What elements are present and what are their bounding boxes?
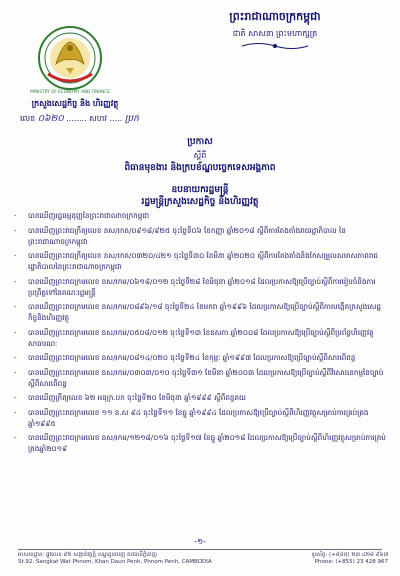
- ornament-divider-icon: [240, 41, 310, 51]
- legal-basis-item: - បានឃើញព្រះរាជក្រឹត្យលេខ នស/រកត/០៩១៨/៩២៥ ចុះថ្ងៃទី០៦ ខែកញ្ញា ឆ្នាំ២០១៨ ស្តីពីការតែងតាំងរាជរដ្ឋាភិបាល នៃព្រះរាជាណាចក្រកម្ពុជា: [14, 225, 346, 246]
- reference-number-row: លេខ ០៦២០ ........ សហវ ..... ប្រក: [20, 114, 139, 124]
- legal-basis-item: - បានឃើញព្រះរាជក្រមលេខ នស/រកម/១២១៨/០១៦ ចុះថ្ងៃទី១៧ ខែធ្នូ ឆ្នាំ២០១៨ ដែលប្រកាសឱ្យប្រើច្បាប់ស្តីពីហិរញ្ញវត្ថុសម្រាប់ការគ្រប់គ្រងឆ្នាំ២០១៩: [14, 433, 386, 453]
- phone-english: Phone: (+855) 23 428 967: [314, 559, 388, 565]
- ref-suffix: សហវ: [89, 114, 107, 123]
- document-subject: ពិធានមុខងារ និងក្របខ័ណ្ឌបច្ចេកទេសអង្គភាព: [124, 163, 276, 173]
- legal-basis-item: - បានឃើញរដ្ឋធម្មនុញ្ញនៃព្រះរាជាណាចក្រកម្ពុជា: [14, 211, 150, 220]
- legal-basis-item: - បានឃើញព្រះរាជក្រឹត្យលេខ នស/រកត/០៣២០/៤២១ ចុះថ្ងៃទី៣០ ខែមីនា ឆ្នាំ២០២០ ស្តីពីការតែងតាំងនិងកែសម្រួលសមាសភាពរាជរដ្ឋាភិបាលនៃព្រះរាជាណាចក្រកម្ពុជា: [14, 251, 378, 271]
- ref-handwritten-tail: ប្រក: [124, 114, 139, 124]
- page-number: -១-: [194, 537, 206, 546]
- legal-basis-item: - បានឃើញព្រះរាជក្រមលេខ នស/រកម/០៥០៨/០១២ ចុះថ្ងៃទី១៣ ខែឧសភា ឆ្នាំ២០០៨ ដែលប្រកាសឱ្យប្រើច្បាប់ស្តីពីប្រព័ន្ធហិរញ្ញវត្ថុសាធារណៈ: [14, 327, 374, 348]
- ref-number: ០៦២០: [37, 114, 64, 124]
- legal-basis-item: - បានឃើញព្រះរាជក្រមលេខ នស/រកម/០៨៩៦/១៨ ចុះថ្ងៃទី២៤ ខែមករា ឆ្នាំ១៩៩៦ ដែលប្រកាសឱ្យប្រើច្បាប់ស្តីពីការបង្កើតក្រសួងសេដ្ឋកិច្ចនិងហិរញ្ញវត្ថុ: [14, 302, 381, 322]
- legal-basis-item: - បានឃើញព្រះរាជក្រមលេខ ១១ ន.ស ៩៤ ចុះថ្ងៃទី១១ ខែធ្នូ ឆ្នាំ១៩៩៤ ដែលប្រកាសឱ្យប្រើច្បាប់ស្តីពីហិរញ្ញវត្ថុសម្រាប់ការគ្រប់គ្រងឆ្នាំ១៩៩៥: [14, 407, 369, 428]
- authority-title: ឧបនាយករដ្ឋមន្ត្រី: [171, 185, 229, 195]
- address-khmer: អាសយដ្ឋាន: ផ្លូវលេខ ៩២ សង្កាត់វត្តភ្នំ ខណ្ឌដូនពេញ រាជធានីភ្នំពេញ: [18, 552, 157, 558]
- footer-contact: [238, 552, 388, 566]
- document-type-heading: ប្រកាស: [187, 137, 213, 147]
- legal-basis-item: - បានឃើញព្រះរាជក្រមលេខ នស/រកម/០៣០៣/០១០ ចុះថ្ងៃទី៣១ ខែមីនា ឆ្នាំ២០០៣ ដែលប្រកាសឱ្យប្រើច្បាប់ស្តីពីវិសោធនកម្មនៃច្បាប់ស្តីពីសារពើពន្ធ: [14, 367, 384, 388]
- legal-basis-item: - បានឃើញព្រះរាជក្រមលេខ នស/រកម/០៦១៨/០១២ ចុះថ្ងៃទី២៨ ខែមិថុនា ឆ្នាំ២០១៨ ដែលប្រកាសឱ្យប្រើច្បាប់ស្តីពីការរៀបចំនិងការប្រព្រឹត្តទៅនៃគណៈរដ្ឋមន្ត្រី: [14, 276, 376, 297]
- ministry-logo-icon: [30, 24, 110, 96]
- regarding-label: ស្តីពី: [193, 151, 207, 160]
- phone-khmer: ទូរស័ព្ទ: (+៨៥៥) ២៣ ៤២៨ ៩៦៧: [311, 552, 388, 558]
- national-motto: ជាតិ សាសនា ព្រះមហាក្សត្រ: [232, 29, 318, 38]
- authority-office: រដ្ឋមន្ត្រីក្រសួងសេដ្ឋកិច្ច និងហិរញ្ញវត្ថុ: [141, 197, 259, 207]
- ministry-name: ក្រសួងសេដ្ឋកិច្ច និង ហិរញ្ញវត្ថុ: [31, 99, 119, 108]
- ref-prefix: លេខ: [20, 114, 36, 123]
- legal-basis-list: [14, 210, 386, 458]
- svg-text:MINISTRY OF ECONOMY AND FINANC: MINISTRY OF ECONOMY AND FINANCE: [30, 89, 110, 94]
- address-english: St.92, Sangkat Wat Phnom, Khan Daun Penh, Phnom Penh, CAMBODIA: [18, 559, 212, 565]
- legal-basis-item: - បានឃើញក្រឹត្យលេខ ៦២ អនុក្រ.បក ចុះថ្ងៃទី២០ ខែមិថុនា ឆ្នាំ១៩៩៩ ស្តីពីពន្ធគយ: [14, 393, 246, 402]
- legal-basis-item: - បានឃើញព្រះរាជក្រមលេខ នស/រកម/០៨១៤/០២០ ចុះថ្ងៃទី២៤ ខែកុម្ភៈ ឆ្នាំ១៩៩៧ ដែលប្រកាសឱ្យប្រើច្បាប់ស្តីពីសារពើពន្ធ: [14, 353, 356, 362]
- footer-address: [18, 552, 218, 566]
- footer-divider: [18, 549, 382, 550]
- kingdom-heading: ព្រះរាជាណាចក្រកម្ពុជា: [229, 10, 321, 23]
